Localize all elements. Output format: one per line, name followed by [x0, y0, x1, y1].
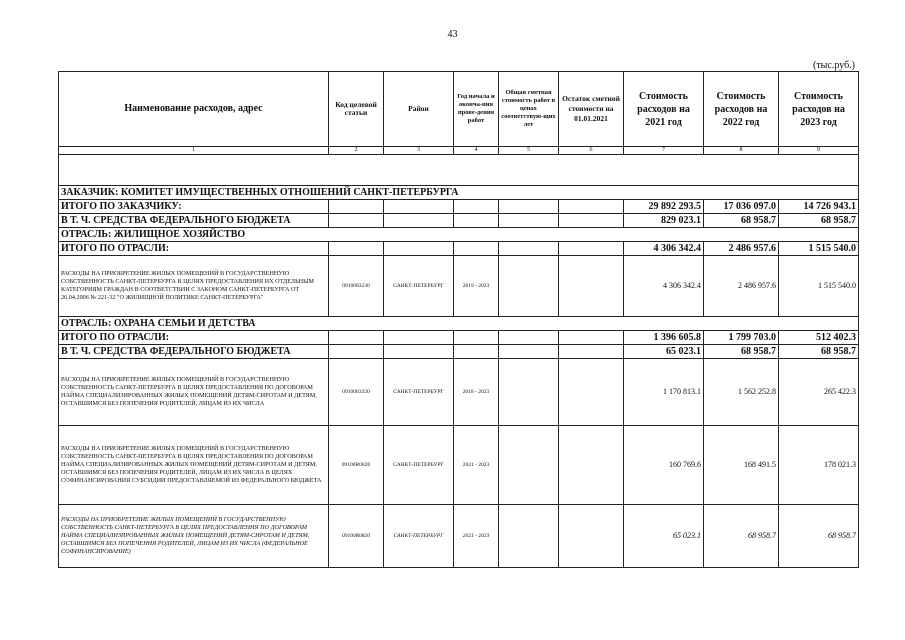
- item-2022: 1 562 252.8: [704, 359, 779, 426]
- item-code: 09100R0820: [329, 505, 384, 568]
- item-2023: 178 021.3: [779, 426, 859, 505]
- header-code: Код целевой статьи: [329, 72, 384, 147]
- item-2022: 168 491.5: [704, 426, 779, 505]
- customer-federal-2021: 829 023.1: [624, 214, 704, 228]
- item-code: 09100R0820: [329, 426, 384, 505]
- item-name: РАСХОДЫ НА ПРИОБРЕТЕНИЕ ЖИЛЫХ ПОМЕЩЕНИЙ В ГОСУДАРСТВЕННУЮ СОБСТВЕННОСТЬ САНКТ-ПЕТЕРБУРГА В ЦЕЛЯХ ПРЕДОСТАВЛЕНИЯ ПО ДОГОВОРАМ НАЙМА СПЕЦИАЛИЗИРОВАННЫХ ЖИЛЫХ ПОМЕЩЕНИЙ ДЕТЯМ-СИРОТАМ И ДЕТЯМ, ОСТАВШИМСЯ БЕЗ ПОПЕЧЕНИЯ РОДИТЕЛЕЙ, ЛИЦАМ ИЗ ИХ ЧИСЛА В ЦЕЛЯХ СОФИНАНСИРОВАНИЯ СУБСИДИИ ПРЕДОСТАВЛЯЕМОЙ ИЗ ФЕДЕРАЛЬНОГО БЮДЖЕТА: [59, 426, 329, 505]
- units-label: (тыс.руб.): [812, 60, 855, 71]
- sector2-federal-row: [59, 345, 859, 359]
- header-district: Район: [384, 72, 454, 147]
- sector1-total-row: [59, 242, 859, 256]
- item-2022: 2 486 957.6: [704, 256, 779, 317]
- column-numbers-row: [59, 147, 859, 155]
- item-years: 2018 - 2023: [454, 359, 499, 426]
- item-2023: 265 422.3: [779, 359, 859, 426]
- column-number: 4: [454, 147, 499, 155]
- header-2021: Стоимость расходов на 2021 год: [624, 72, 704, 147]
- sector2-total-row: [59, 331, 859, 345]
- sector1-total-2022: 2 486 957.6: [704, 242, 779, 256]
- column-number: 5: [499, 147, 559, 155]
- budget-table: [58, 71, 859, 568]
- sector2-total-2021: 1 396 605.8: [624, 331, 704, 345]
- sector-row: [59, 317, 859, 331]
- page-number: 43: [447, 29, 458, 40]
- item-name: РАСХОДЫ НА ПРИОБРЕТЕНИЕ ЖИЛЫХ ПОМЕЩЕНИЙ В ГОСУДАРСТВЕННУЮ СОБСТВЕННОСТЬ САНКТ-ПЕТЕРБУРГА В ЦЕЛЯХ ПРЕДОСТАВЛЕНИЯ ИХ ОТДЕЛЬНЫМ КАТЕГОРИЯМ ГРАЖДАН В СООТВЕТСТВИИ С ЗАКОНОМ САНКТ-ПЕТЕРБУРГА ОТ 26.04.2006 № 221-32 "О ЖИЛИЩНОЙ ПОЛИТИКЕ САНКТ-ПЕТЕРБУРГА": [59, 256, 329, 317]
- sector2-federal-2023: 68 958.7: [779, 345, 859, 359]
- sector2-total-2023: 512 402.3: [779, 331, 859, 345]
- customer-federal-2023: 68 958.7: [779, 214, 859, 228]
- item-years: 2021 - 2023: [454, 426, 499, 505]
- item-district: САНКТ-ПЕТЕРБУРГ: [384, 426, 454, 505]
- customer-federal-row: [59, 214, 859, 228]
- item-name: РАСХОДЫ НА ПРИОБРЕТЕНИЕ ЖИЛЫХ ПОМЕЩЕНИЙ В ГОСУДАРСТВЕННУЮ СОБСТВЕННОСТЬ САНКТ-ПЕТЕРБУРГА В ЦЕЛЯХ ПРЕДОСТАВЛЕНИЯ ПО ДОГОВОРАМ НАЙМА СПЕЦИАЛИЗИРОВАННЫХ ЖИЛЫХ ПОМЕЩЕНИЙ ДЕТЯМ-СИРОТАМ И ДЕТЯМ, ОСТАВШИМСЯ БЕЗ ПОПЕЧЕНИЯ РОДИТЕЛЕЙ, ЛИЦАМ ИЗ ИХ ЧИСЛА (ФЕДЕРАЛЬНОЕ СОФИНАНСИРОВАНИЕ): [59, 505, 329, 568]
- column-number: 2: [329, 147, 384, 155]
- column-number: 6: [559, 147, 624, 155]
- column-number: 3: [384, 147, 454, 155]
- column-number: 9: [779, 147, 859, 155]
- item-2022: 68 958.7: [704, 505, 779, 568]
- column-number: 1: [59, 147, 329, 155]
- customer-total-2022: 17 036 097.0: [704, 200, 779, 214]
- customer-total-2021: 29 892 293.5: [624, 200, 704, 214]
- column-number: 7: [624, 147, 704, 155]
- spacer-row: [59, 155, 859, 186]
- customer-total-row: [59, 200, 859, 214]
- item-name: РАСХОДЫ НА ПРИОБРЕТЕНИЕ ЖИЛЫХ ПОМЕЩЕНИЙ В ГОСУДАРСТВЕННУЮ СОБСТВЕННОСТЬ САНКТ-ПЕТЕРБУРГА В ЦЕЛЯХ ПРЕДОСТАВЛЕНИЯ ПО ДОГОВОРАМ НАЙМА СПЕЦИАЛИЗИРОВАННЫХ ЖИЛЫХ ПОМЕЩЕНИЙ ДЕТЯМ-СИРОТАМ И ДЕТЯМ, ОСТАВШИМСЯ БЕЗ ПОПЕЧЕНИЯ РОДИТЕЛЕЙ, ЛИЦАМ ИЗ ИХ ЧИСЛА: [59, 359, 329, 426]
- item-2021: 1 170 813.1: [624, 359, 704, 426]
- table-row: [59, 426, 859, 505]
- item-district: САНКТ-ПЕТЕРБУРГ: [384, 359, 454, 426]
- sector2-federal-label: В Т. Ч. СРЕДСТВА ФЕДЕРАЛЬНОГО БЮДЖЕТА: [59, 345, 329, 359]
- item-years: 2021 - 2023: [454, 505, 499, 568]
- item-2021: 4 306 342.4: [624, 256, 704, 317]
- item-code: 0910083320: [329, 359, 384, 426]
- item-2021: 160 769.6: [624, 426, 704, 505]
- sector2-total-2022: 1 799 703.0: [704, 331, 779, 345]
- table-row: [59, 256, 859, 317]
- customer-total-label: ИТОГО ПО ЗАКАЗЧИКУ:: [59, 200, 329, 214]
- sector1-total-2021: 4 306 342.4: [624, 242, 704, 256]
- header-years: Год начала и оконча-ния прове-дения работ: [454, 72, 499, 147]
- item-district: САНКТ-ПЕТЕРБУРГ: [384, 505, 454, 568]
- sector1-total-label: ИТОГО ПО ОТРАСЛИ:: [59, 242, 329, 256]
- customer-title: ЗАКАЗЧИК: КОМИТЕТ ИМУЩЕСТВЕННЫХ ОТНОШЕНИЙ САНКТ-ПЕТЕРБУРГА: [59, 186, 859, 200]
- sector2-title: ОТРАСЛЬ: ОХРАНА СЕМЬИ И ДЕТСТВА: [59, 317, 859, 331]
- item-2023: 68 958.7: [779, 505, 859, 568]
- table-row: [59, 505, 859, 568]
- sector-row: [59, 228, 859, 242]
- header-remaining-cost: Остаток сметной стоимости на 01.01.2021: [559, 72, 624, 147]
- customer-total-2023: 14 726 943.1: [779, 200, 859, 214]
- header-total-cost: Общая сметная стоимость работ в ценах соответствую-щих лет: [499, 72, 559, 147]
- header-2022: Стоимость расходов на 2022 год: [704, 72, 779, 147]
- sector2-federal-2022: 68 958.7: [704, 345, 779, 359]
- table-row: [59, 359, 859, 426]
- header-2023: Стоимость расходов на 2023 год: [779, 72, 859, 147]
- customer-row: [59, 186, 859, 200]
- sector2-federal-2021: 65 023.1: [624, 345, 704, 359]
- column-number: 8: [704, 147, 779, 155]
- sector2-total-label: ИТОГО ПО ОТРАСЛИ:: [59, 331, 329, 345]
- header-name: Наименование расходов, адрес: [59, 72, 329, 147]
- item-2023: 1 515 540.0: [779, 256, 859, 317]
- item-district: САНКТ-ПЕТЕРБУРГ: [384, 256, 454, 317]
- sector1-title: ОТРАСЛЬ: ЖИЛИЩНОЕ ХОЗЯЙСТВО: [59, 228, 859, 242]
- customer-federal-2022: 68 958.7: [704, 214, 779, 228]
- item-code: 0910083230: [329, 256, 384, 317]
- item-years: 2019 - 2023: [454, 256, 499, 317]
- sector1-total-2023: 1 515 540.0: [779, 242, 859, 256]
- table-header-row: [59, 72, 859, 147]
- customer-federal-label: В Т. Ч. СРЕДСТВА ФЕДЕРАЛЬНОГО БЮДЖЕТА: [59, 214, 329, 228]
- item-2021: 65 023.1: [624, 505, 704, 568]
